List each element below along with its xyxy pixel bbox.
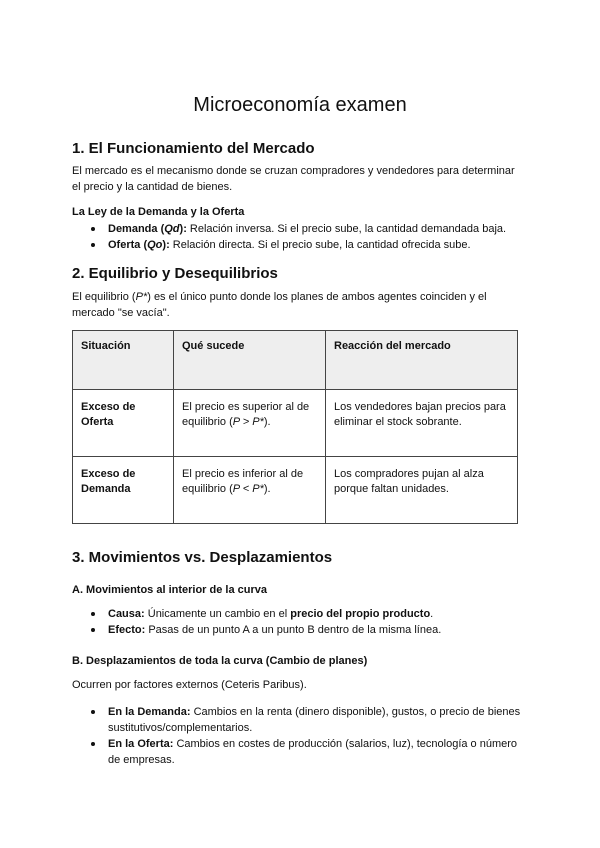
table-header-row xyxy=(73,331,518,390)
section-3a-bullet-list xyxy=(72,606,532,638)
section-3b-subheading: B. Desplazamientos de toda la curva (Cambio de planes) xyxy=(72,655,368,667)
bullet-label: En la Demanda: xyxy=(108,706,191,718)
bullet-label: Demanda (Qd): xyxy=(108,223,187,235)
table-header-cell: Situación xyxy=(73,331,174,390)
bullet-label: Efecto: xyxy=(108,624,146,636)
section-3b-bullet-list xyxy=(72,704,532,768)
bullet-dot-icon xyxy=(91,742,95,746)
section-1-bullet-list xyxy=(72,221,532,253)
list-item: En la Demanda: Cambios en la renta (dinero disponible), gustos, o precio de bienes sustitutivos/complementarios. xyxy=(72,704,532,736)
market-reaction-table xyxy=(72,330,518,524)
bullet-label: Causa: xyxy=(108,608,145,620)
table-header-cell: Reacción del mercado xyxy=(326,331,518,390)
section-2-intro-line-2: mercado "se vacía". xyxy=(72,307,170,319)
bullet-dot-icon xyxy=(91,243,95,247)
table-cell-what: El precio es inferior al de equilibrio (P < P*). xyxy=(174,457,326,524)
bullet-dot-icon xyxy=(91,612,95,616)
bullet-text: Relación directa. Si el precio sube, la cantidad ofrecida sube. xyxy=(169,239,471,251)
section-1-heading: 1. El Funcionamiento del Mercado xyxy=(72,140,315,157)
bullet-text: Relación inversa. Si el precio sube, la cantidad demandada baja. xyxy=(186,223,507,235)
section-2-intro-line-1: El equilibrio (P*) es el único punto donde los planes de ambos agentes coinciden y el xyxy=(72,291,487,303)
table-cell-situation: Exceso de Oferta xyxy=(73,390,174,457)
list-item: Causa: Únicamente un cambio en el precio del propio producto. xyxy=(72,606,532,622)
section-2-intro xyxy=(72,289,532,321)
section-3b-intro: Ocurren por factores externos (Ceteris Paribus). xyxy=(72,679,307,691)
list-item xyxy=(72,237,532,253)
bullet-dot-icon xyxy=(91,710,95,714)
table-header-cell: Qué sucede xyxy=(174,331,326,390)
table-row xyxy=(73,390,518,457)
bullet-label: En la Oferta: xyxy=(108,738,174,750)
bullet-label: Oferta (Qo): xyxy=(108,239,170,251)
list-item: En la Oferta: Cambios en costes de producción (salarios, luz), tecnología o número de empresas. xyxy=(72,736,532,768)
bullet-emphasis: precio del propio producto xyxy=(290,608,431,620)
bullet-dot-icon xyxy=(91,628,95,632)
bullet-dot-icon xyxy=(91,227,95,231)
list-item xyxy=(72,221,532,237)
table-cell-what: El precio es superior al de equilibrio (P > P*). xyxy=(174,390,326,457)
section-1-subheading: La Ley de la Demanda y la Oferta xyxy=(72,206,245,218)
section-1-intro xyxy=(72,163,532,195)
table-row xyxy=(73,457,518,524)
section-1-intro-line-2: el precio y la cantidad de bienes. xyxy=(72,181,233,193)
section-1-intro-line-1: El mercado es el mecanismo donde se cruzan compradores y vendedores para determinar xyxy=(72,165,515,177)
table-cell-reaction: Los vendedores bajan precios para eliminar el stock sobrante. xyxy=(326,390,518,457)
list-item: Efecto: Pasas de un punto A a un punto B dentro de la misma línea. xyxy=(72,622,532,638)
table-cell-reaction: Los compradores pujan al alza porque faltan unidades. xyxy=(326,457,518,524)
section-3-heading: 3. Movimientos vs. Desplazamientos xyxy=(72,549,333,566)
section-3a-subheading: A. Movimientos al interior de la curva xyxy=(72,584,267,596)
table-cell-situation: Exceso de Demanda xyxy=(73,457,174,524)
section-2-heading: 2. Equilibrio y Desequilibrios xyxy=(72,265,278,282)
document-title: Microeconomía examen xyxy=(193,94,407,116)
